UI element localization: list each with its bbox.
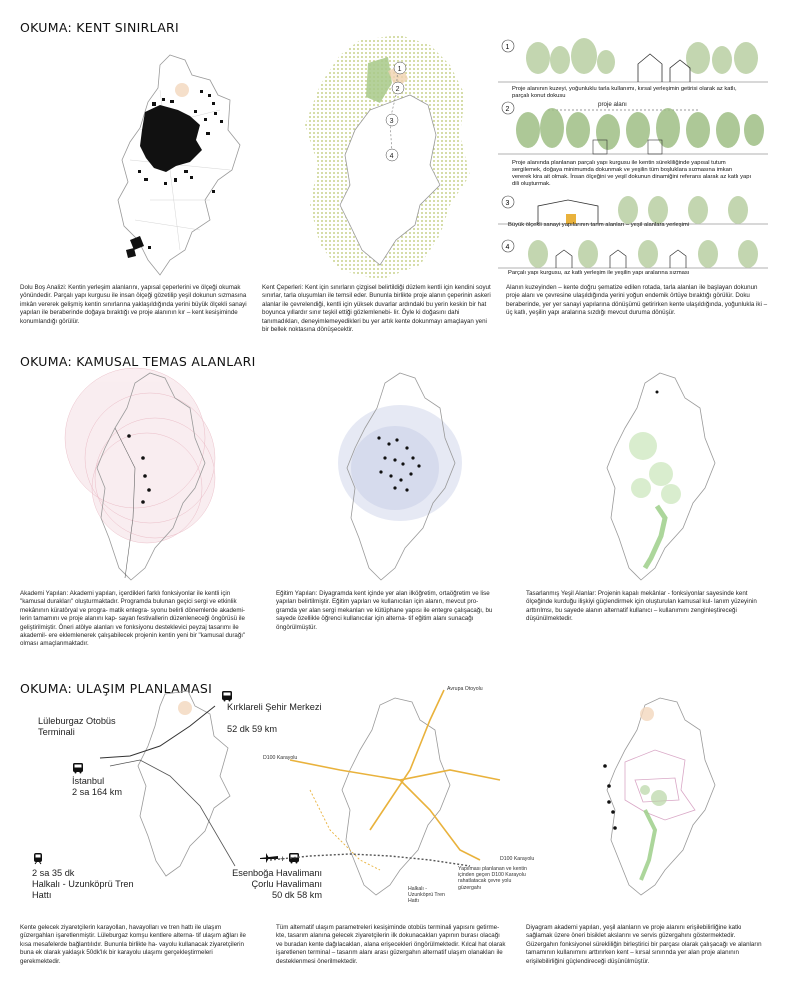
label-d100-left: D100 Karayolu (263, 755, 298, 761)
text-ulasim-3: Diyagram akademi yapıları, yeşil alanların ve proje alanını erişilebilirliğine katkı sağlamak üzere öneri bisiklet akslarını ve servis güzergahını göstermektedir. Güzergahın fonksiyonel sürekliliğin birleştirici bir parçası olarak çalışacağı ve alanların tamamının kullanımını arttırırken kent – kırsal sınırında yer alan proje alanının erişilebilirliğini güçlendireceği düşünülmüştür. (526, 924, 762, 965)
label-halkali: Halkalı - Uzunköprü Tren Hattı (32, 879, 134, 900)
marker-1: 1 (397, 66, 402, 73)
label-istanbul: İstanbul (72, 776, 105, 786)
label-yapilmasi-planlanan: Yapılması planlanan ve kentin içinden geçen D100 Karayolu rahatlatacak çevre yolu güzergahı (458, 866, 527, 891)
marker-3: 3 (389, 118, 394, 125)
text-ulasim-2: Tüm alternatif ulaşım parametreleri kesişiminde otobüs terminali yapısını getirme- kte, tasarım alanına gelecek ziyaretçilerin ilk dokunacakları yapının burası olacağı ve buradan kente dağılacakları, alana erişecekleri öngörülmektedir. Kılcal hat olarak işaretlenen terminal – tasarım alanı arası güzergahın alternatif ulaşım olanakları ile desteklenmesi önerilmektedir. (276, 924, 506, 965)
label-kirklareli: Kırklareli Şehir Merkezi (227, 702, 322, 712)
label-halkali-small: Halkalı - Uzunköprü Tren Hattı (408, 886, 445, 905)
label-d100-right: D100 Karayolu (500, 856, 535, 862)
section-title-kamusal: OKUMA: KAMUSAL TEMAS ALANLARI (20, 354, 256, 369)
education-map (315, 368, 485, 588)
section-caption-1: Proje alanının kuzeyi, yoğunluklu tarla kullanımı, kırsal yerleşimin getirisi olarak az katlı, parçalı konut dokusu (512, 86, 737, 99)
section-num-3: 3 (505, 200, 510, 207)
section-diagram-3 (498, 192, 768, 226)
section-num-4: 4 (505, 244, 510, 251)
text-yesil: Tasarlanmış Yeşil Alanlar: Projenin kapalı mekânlar - fonksiyonlar sayesinde kent ölçeğinde kurduğu ilişkiyi güçlendirmek için oluşturulan kamusal kul- lanım yüzeyinin arttırılmsı, bu sayede alanın alternatif kullanıcı – kullanımını zenginleştireceği düşünülmektedir. (526, 590, 757, 623)
academy-map (55, 368, 255, 588)
bus-icon (72, 762, 84, 774)
text-dolu-bos: Dolu Boş Analizi: Kentin yerleşim alanlarını, yapısal çeperlerini ve ölçeği okumak yönündedir. Parçalı yapı kurgusu ile insan ölçeği gözetilip yeşil dokunun sızmasına imkân vererek gelişmiş kentin sınırlarına yaklaşıldığında yerini büyük ölçekli sanayi yapıları ile beraberinde doğaya bıraktığı ve proje alanının kır – kent kesişiminde konumlandığı görülür. (20, 284, 247, 325)
airplane-icon (260, 852, 278, 864)
section-diagram-4 (498, 236, 768, 270)
section-title-kent-sinirlari: OKUMA: KENT SINIRLARI (20, 20, 180, 35)
section-title-ulasim: OKUMA: ULAŞIM PLANLAMASI (20, 681, 213, 696)
text-ulasim-1: Kente gelecek ziyaretçilerin karayolları, havayolları ve tren hattı ile ulaşım güzergahları işaretlenmiştir. Lüleburgaz komşu kentlere alterna- tif ulaşım ağları ile kısa mesafelerde bağlantılıdır. Bununla birlikte ha- vayolu kullanacak ziyaretçilerin buna ek olarak yaklaşık 50dk'lık bir karayolu ulaşımı gerçekleştirmeleri gerekmektedir. (20, 924, 246, 965)
train-icon (32, 852, 44, 865)
text-akademi: Akademi Yapıları: Akademi yapıları, içerdikleri farklı fonksiyonlar ile kentli için "kamusal durakları" oluşturmaktadır. Programda bulunan geçici sergi ve etkinlik mekânının küratöryal ve progra- matik entegra- syonu belirli dönemlerde akademi- lerin tamamını ve proje alanını kap- sayan festivallerin düzenleneceği öngörüsü ile geliştirilmiştir. Öneri atölye alanları ve fonksiyonu desteklevici peyzaj tasarımı ile akademil- ere eklemlenerek çalışabilecek projenin kentin yeni bir "kamusal durağı" olması amaçlanmaktadır. (20, 590, 246, 648)
marker-4: 4 (389, 153, 394, 160)
transport-map-1 (130, 686, 260, 886)
text-kent-ceperleri: Kent Çeperleri: Kent için sınırların çizgisel belirtildiği düzlem kentli için kendini soyut sınırlar, tarla oluşumları ile temsil eder. Bununla birlikte proje alanın çeperinin askeri alanlar ile çevrelendiği, kentli için yüksek duvarlar ardındaki bu yerin keskin bir hat boyunca yıllardır sınır teşkil ettiği gözlemlenebi- lir. Öyle ki doğasını dahi tanımadıkları, deneyimlemeyedikleri bu yer artık kente dokunmayı amaçlayan yeni bir bellek noktasına dönüşecektir. (262, 284, 491, 334)
label-airport-time: 50 dk 58 km (271, 890, 322, 900)
project-area-label: proje alanı (598, 101, 627, 108)
section-num-2: 2 (505, 106, 510, 113)
transport-map-3 (585, 690, 745, 900)
label-halkali-time: 2 sa 35 dk (32, 868, 75, 878)
section-caption-2: Proje alanında planlanan parçalı yapı kurgusu ile kentin sürekliliğinde yapısal tutum sergilemek, doğaya minimumda dokunmak ve yeşilin tüm boşluklara sızmasına imkan vererek kira ait olmak. İnsan ölçeğini ve yeşil dokunun dinamiğini referans alarak az katlı yapı dili oluşturmak. (512, 160, 752, 187)
figure-ground-map (100, 50, 270, 280)
section-caption-4: Parçalı yapı kurgusu, az katlı yerleşim ile yeşilin yapı aralarına sızması (508, 270, 690, 276)
section-caption-3: Büyük ölçekli sanayi yapılarının tarım alanları – yeşil alanlara yerleşimi (508, 222, 690, 228)
text-egitim: Eğitim Yapıları: Diyagramda kent içinde yer alan ilköğretim, ortaöğretim ve lise yapıları belirtilmiştir. Eğitim yapıları ve kullanıcıları için alanın, mevcut pro- gramda yer alan sergi mekanları ve kütüphane yapısı ile entegre çalışacağı, bu sayede özellikle öğrenci kullanıcılar için alterna- tif eğitim alanı sunacağı öngörülmüştür. (276, 590, 493, 631)
green-areas-map (575, 368, 745, 588)
text-rota: Alanın kuzeyinden – kente doğru şematize edilen rotada, tarla alanları ile başlayan dokunun proje alanı ve çevresine ulaşıldığında yerini yoğun endemik örtüye bıraktığı görülür. Doku beraberinde, yer yer sanayi yapılarına dönüşümü getirirken kente ulaşıldığında, yoğunlukla iki – üç katlı, yeşilin yapı aralarına sızdığı mevcut duruma dönüşür. (506, 284, 768, 317)
section-num-1: 1 (505, 44, 510, 51)
label-airport: Esenboğa Havalimanı Çorlu Havalimanı (232, 868, 322, 889)
section-diagram-1 (498, 36, 768, 86)
label-kirklareli-time: 52 dk 59 km (227, 724, 278, 734)
section-diagram-2 (498, 100, 768, 158)
marker-2: 2 (395, 86, 400, 93)
bus-icon (221, 690, 233, 702)
plus-sign-icon: + (280, 854, 286, 864)
city-periphery-map (300, 35, 480, 285)
label-istanbul-time: 2 sa 164 km (72, 787, 123, 797)
label-luleburgaz: Lüleburgaz Otobüs Terminali (38, 716, 116, 737)
label-avrupa-otoyolu: Avrupa Otoyolu (447, 686, 483, 692)
